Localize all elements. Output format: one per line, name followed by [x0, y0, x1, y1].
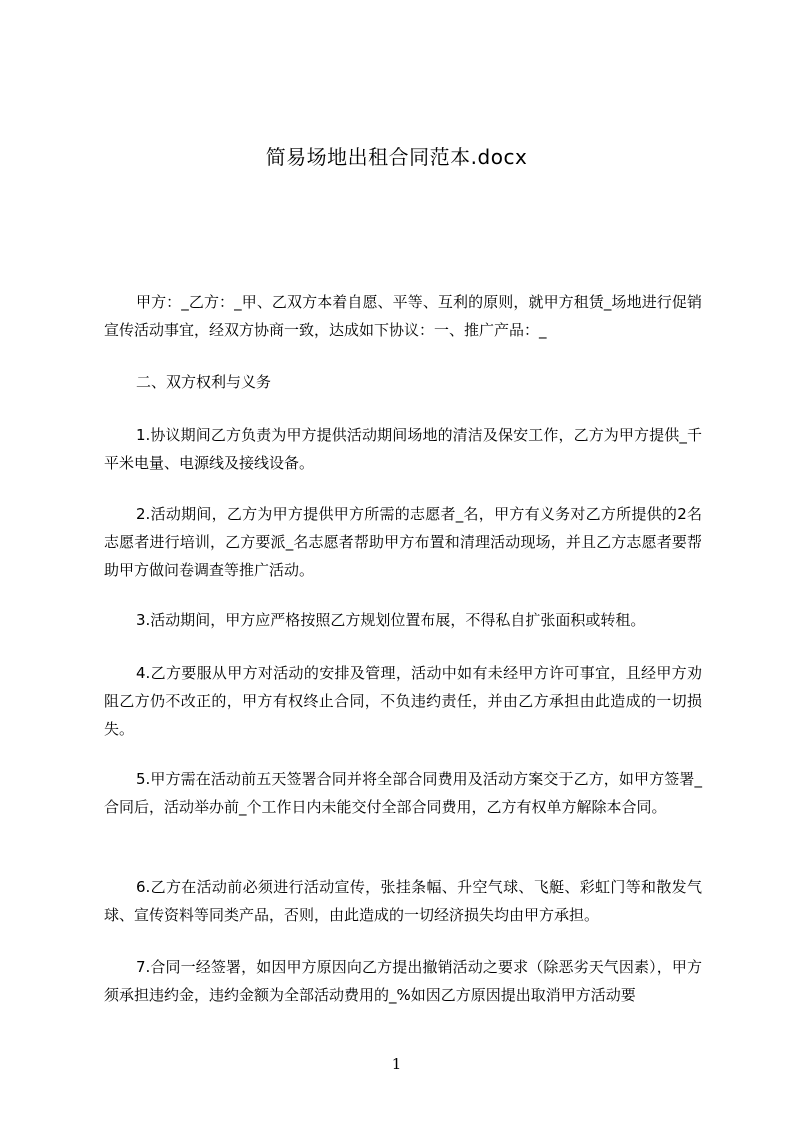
- section-heading-rights: 二、双方权利与义务: [136, 373, 272, 391]
- clause-4: 4.乙方要服从甲方对活动的安排及管理，活动中如有未经甲方许可事宜，且经甲方劝阻乙方仍不改正的，甲方有权终止合同，不负违约责任，并由乙方承担由此造成的一切损失。: [104, 664, 702, 738]
- document-title: 简易场地出租合同范本.docx: [265, 145, 528, 169]
- clause-3: 3.活动期间，甲方应严格按照乙方规划位置布展，不得私自扩张面积或转租。: [136, 611, 646, 629]
- clause-6: 6.乙方在活动前必须进行活动宣传，张挂条幅、升空气球、飞艇、彩虹门等和散发气球、宣传资料等同类产品，否则，由此造成的一切经济损失均由甲方承担。: [104, 878, 702, 924]
- page-number: 1: [391, 1055, 402, 1073]
- clause-1: 1.协议期间乙方负责为甲方提供活动期间场地的清洁及保安工作，乙方为甲方提供_千平米电量、电源线及接线设备。: [104, 426, 702, 472]
- clause-2: 2.活动期间，乙方为甲方提供甲方所需的志愿者_名，甲方有义务对乙方所提供的2名志愿者进行培训，乙方要派_名志愿者帮助甲方布置和清理活动现场，并且乙方志愿者要帮助甲方做问卷调查等推广活动。: [104, 505, 702, 579]
- clause-5: 5.甲方需在活动前五天签署合同并将全部合同费用及活动方案交于乙方，如甲方签署_合同后，活动举办前_个工作日内未能交付全部合同费用，乙方有权单方解除本合同。: [104, 770, 702, 816]
- clause-7: 7.合同一经签署，如因甲方原因向乙方提出撤销活动之要求（除恶劣天气因素），甲方须承担违约金，违约金额为全部活动费用的_%如因乙方原因提出取消甲方活动要: [104, 958, 702, 1004]
- paragraph-parties: 甲方：_乙方：_甲、乙双方本着自愿、平等、互利的原则，就甲方租赁_场地进行促销宣传活动事宜，经双方协商一致，达成如下协议：一、推广产品：_: [104, 293, 702, 339]
